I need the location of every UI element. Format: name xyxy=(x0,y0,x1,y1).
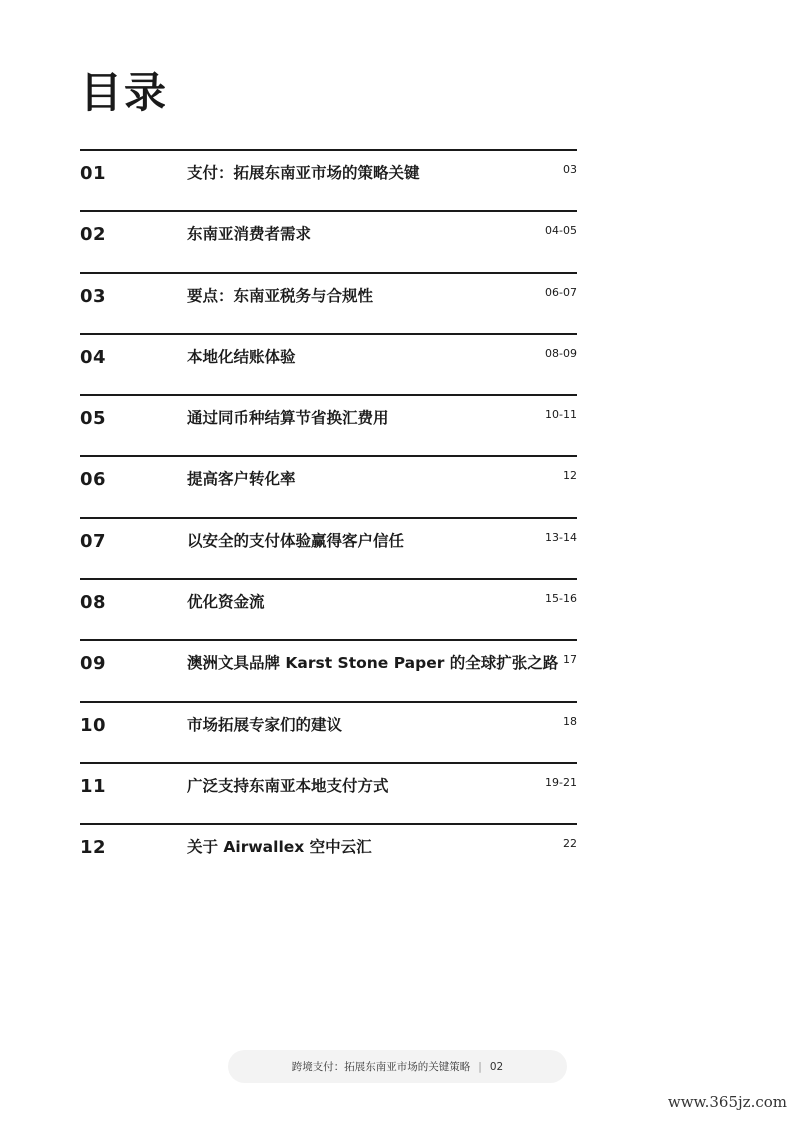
toc-entry-page: 17 xyxy=(563,653,577,667)
toc-entry-title: 提高客户转化率 xyxy=(187,470,296,489)
toc-entry[interactable] xyxy=(80,639,577,700)
toc-entry-number: 08 xyxy=(80,592,107,614)
watermark-text: www.365jz.com xyxy=(667,1093,787,1111)
toc-entry-page: 18 xyxy=(563,714,577,728)
toc-entry[interactable] xyxy=(80,394,577,455)
toc-entry-number: 04 xyxy=(80,346,107,368)
toc-entry-number: 12 xyxy=(80,837,107,859)
toc-entry-number: 09 xyxy=(80,653,107,675)
toc-entry-title: 广泛支持东南亚本地支付方式 xyxy=(187,776,389,795)
table-of-contents xyxy=(80,149,577,885)
toc-entry-page: 19-21 xyxy=(545,775,577,789)
toc-entry-number: 10 xyxy=(80,714,107,736)
toc-entry-number: 02 xyxy=(80,224,107,246)
toc-entry-page: 13-14 xyxy=(545,530,577,544)
footer-separator: | xyxy=(478,1060,482,1073)
toc-entry[interactable] xyxy=(80,762,577,823)
toc-entry-page: 12 xyxy=(563,469,577,483)
footer-page-number: 02 xyxy=(489,1060,504,1073)
footer-doc-title: 跨境支付：拓展东南亚市场的关键策略 xyxy=(291,1061,471,1073)
toc-entry-number: 11 xyxy=(80,775,107,797)
page-footer xyxy=(228,1050,567,1083)
toc-entry-number: 07 xyxy=(80,530,107,552)
toc-entry[interactable] xyxy=(80,578,577,639)
toc-entry-title: 优化资金流 xyxy=(187,593,265,612)
toc-entry-page: 03 xyxy=(563,163,577,176)
toc-entry-number: 03 xyxy=(80,285,107,307)
toc-entry[interactable] xyxy=(80,823,577,884)
toc-entry-page: 08-09 xyxy=(545,346,577,360)
toc-entry-page: 04-05 xyxy=(545,224,577,238)
toc-entry-title: 澳洲文具品牌 Karst Stone Paper 的全球扩张之路 xyxy=(187,654,559,673)
toc-entry-page: 15-16 xyxy=(545,592,577,606)
toc-entry-title: 关于 Airwallex 空中云汇 xyxy=(187,838,372,857)
toc-entry-title: 以安全的支付体验赢得客户信任 xyxy=(187,531,405,550)
toc-entry[interactable] xyxy=(80,272,577,333)
toc-entry-title: 市场拓展专家们的建议 xyxy=(187,715,343,734)
toc-entry-number: 05 xyxy=(80,408,107,430)
toc-entry-number: 01 xyxy=(80,163,107,184)
toc-entry-number: 06 xyxy=(80,469,107,491)
toc-entry-page: 10-11 xyxy=(545,408,577,422)
toc-entry-title: 东南亚消费者需求 xyxy=(187,225,312,244)
toc-entry[interactable] xyxy=(80,210,577,271)
toc-entry[interactable] xyxy=(80,333,577,394)
toc-entry-page: 06-07 xyxy=(545,285,577,299)
toc-entry-title: 通过同币种结算节省换汇费用 xyxy=(187,409,389,428)
toc-entry-title: 支付：拓展东南亚市场的策略关键 xyxy=(187,164,420,182)
toc-entry[interactable] xyxy=(80,701,577,762)
toc-entry-title: 要点：东南亚税务与合规性 xyxy=(187,286,374,305)
toc-entry-title: 本地化结账体验 xyxy=(187,347,296,366)
toc-entry[interactable] xyxy=(80,517,577,578)
toc-entry[interactable] xyxy=(80,455,577,516)
toc-entry[interactable] xyxy=(80,149,577,210)
toc-entry-page: 22 xyxy=(563,837,577,851)
page-title: 目录 xyxy=(80,68,169,117)
